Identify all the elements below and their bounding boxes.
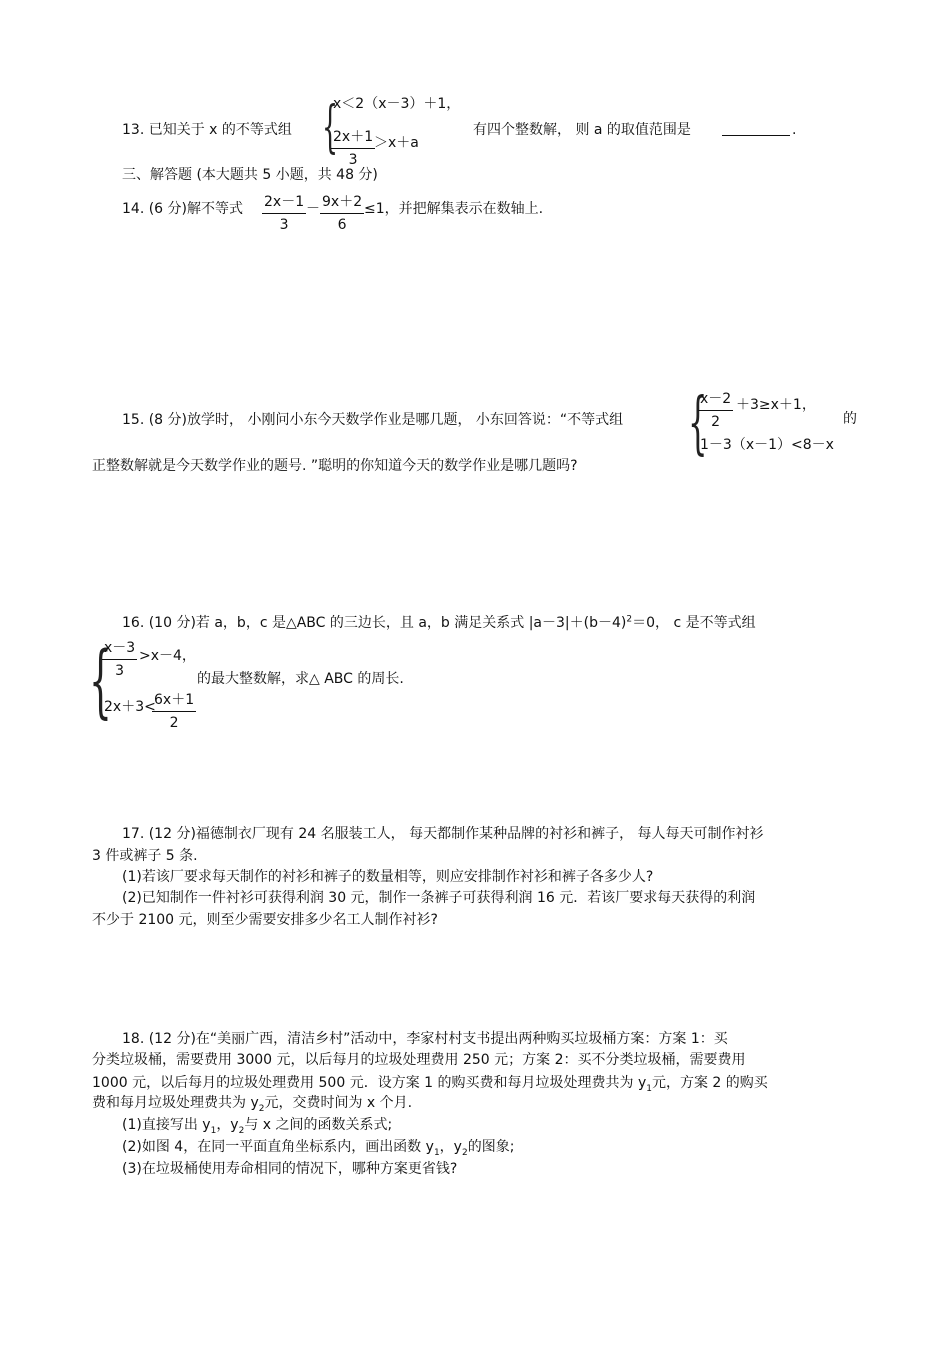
q15-line-b: 正整数解就是今天数学作业的题号. ”聪明的你知道今天的数学作业是哪几题吗?: [92, 458, 578, 474]
q14-lead: 14. (6 分)解不等式: [122, 201, 243, 217]
q16-lead: 16. (10 分)若 a，b，c 是△ABC 的三边长，且 a，b 满足关系式 $|a-3|+(b-4)^2=0$， c 是不等式组: [122, 614, 756, 631]
q17-line2: 3 件或裤子 5 条.: [92, 848, 198, 864]
q13-tail: 有四个整数解， 则 a 的取值范围是: [473, 122, 691, 138]
q13-brace: {: [322, 95, 339, 160]
q14-tail: ≤1，并把解集表示在数轴上.: [364, 201, 544, 217]
q14-fraction-2: $\frac{9x+2}{6}$: [320, 191, 364, 233]
q16-brace: {: [89, 634, 112, 727]
q14-fraction-1: $\frac{2x-1}{3}$: [262, 191, 306, 233]
q13-lead: 13. 已知关于 x 的不等式组: [122, 122, 292, 138]
q18-part1: (1)直接写出 $y_1$，$y_2$与 x 之间的函数关系式;: [122, 1117, 393, 1136]
q15-brace: {: [688, 384, 708, 463]
q18-line2: 分类垃圾桶，需要费用 3000 元，以后每月的垃圾处理费用 250 元；方案 2：买不分类垃圾桶，需要费用: [92, 1052, 746, 1068]
q13-line1: x＜2（x－3）＋1，: [333, 96, 461, 112]
q15-line1-rest: ＋3≥x＋1，: [736, 397, 816, 413]
q13-end: .: [792, 122, 797, 138]
q18-line1: 18. (12 分)在“美丽广西，清洁乡村”活动中，李家村村支书提出两种购买垃圾桶方案：方案 1：买: [122, 1031, 728, 1047]
q13-line2-rest: ＞x＋a: [374, 135, 419, 151]
q17-part2: (2)已知制作一件衬衫可获得利润 30 元，制作一条裤子可获得利润 16 元．若该厂要求每天获得的利润: [122, 890, 756, 906]
q15-line2: 1－3（x－1）<8－x: [700, 437, 834, 453]
q16-line1-rest: >x－4，: [139, 648, 196, 664]
q16-mid: 的最大整数解，求△ ABC 的周长.: [197, 671, 404, 687]
q18-line4: 费和每月垃圾处理费共为 $y_2$元，交费时间为 x 个月.: [92, 1095, 413, 1114]
q16-fraction-1: $\frac{x-3}{3}$: [102, 637, 137, 679]
q16-fraction-2: $\frac{6x+1}{2}$: [152, 689, 196, 731]
section-3-heading: 三、解答题 (本大题共 5 小题，共 48 分): [122, 167, 378, 183]
q17-line1: 17. (12 分)福德制衣厂现有 24 名服装工人， 每天都制作某种品牌的衬衫和裤子， 每人每天可制作衬衫: [122, 826, 764, 842]
q15-lead: 15. (8 分)放学时， 小刚问小东今天数学作业是哪几题， 小东回答说：“不等式组: [122, 412, 624, 428]
q15-fraction: $\frac{x-2}{2}$: [698, 388, 733, 430]
q18-part2: (2)如图 4，在同一平面直角坐标系内，画出函数 $y_1$，$y_2$的图象;: [122, 1139, 515, 1158]
q14-minus: －: [306, 201, 320, 217]
q17-part2-cont: 不少于 2100 元，则至少需要安排多少名工人制作衬衫?: [92, 912, 438, 928]
q15-de: 的: [843, 411, 857, 427]
q13-answer-blank: [722, 123, 790, 139]
q16-line2-pre: 2x＋3<: [104, 699, 156, 715]
q18-part3: (3)在垃圾桶使用寿命相同的情况下，哪种方案更省钱?: [122, 1161, 458, 1177]
q18-line3: 1000 元，以后每月的垃圾处理费用 500 元．设方案 1 的购买费和每月垃圾处理费共为 $y_1$元，方案 2 的购买: [92, 1075, 768, 1094]
q13-fraction: $\frac{2x+1}{3}$: [331, 126, 375, 168]
q17-part1: (1)若该厂要求每天制作的衬衫和裤子的数量相等，则应安排制作衬衫和裤子各多少人?: [122, 869, 654, 885]
